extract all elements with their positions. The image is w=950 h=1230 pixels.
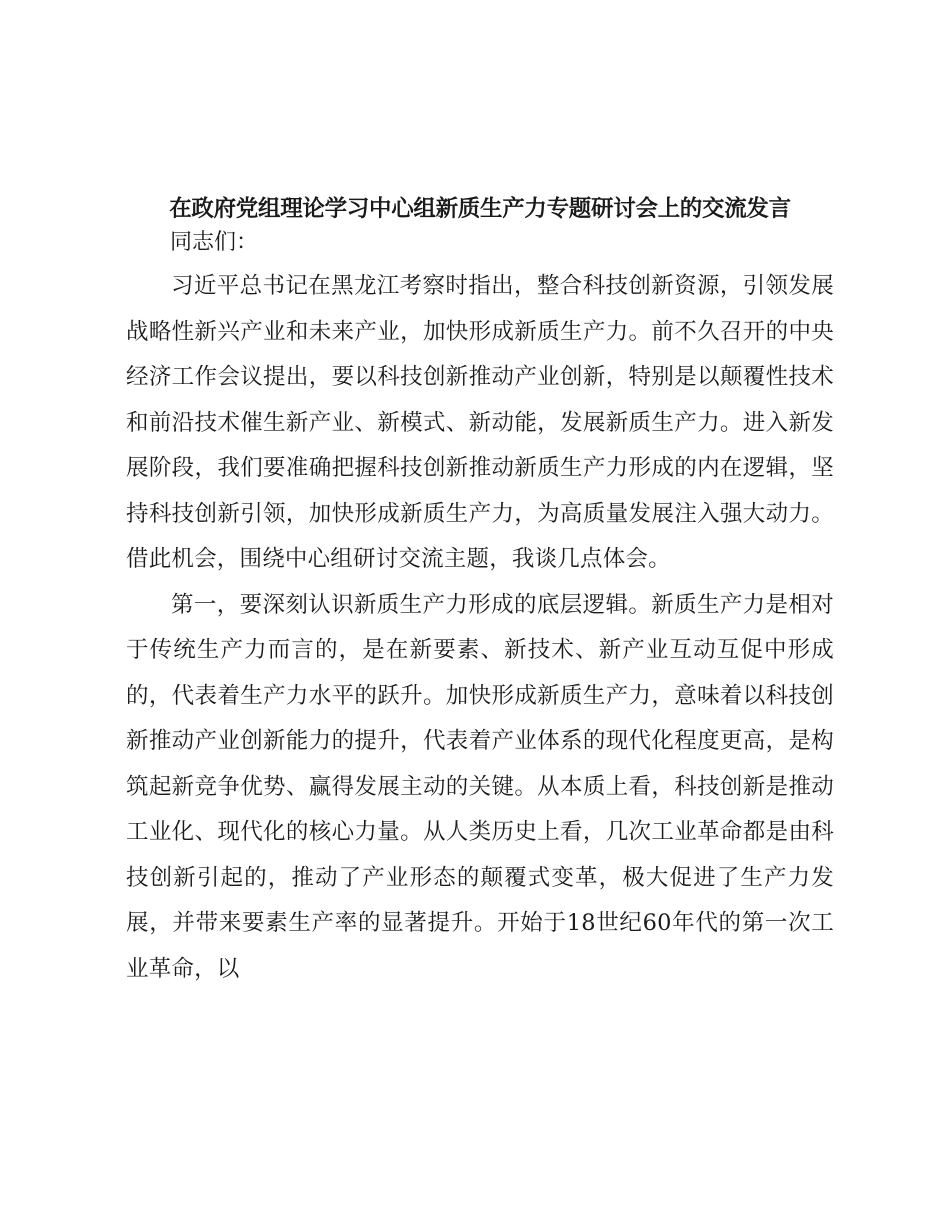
document-title: 在政府党组理论学习中心组新质生产力专题研讨会上的交流发言 [169, 196, 791, 222]
document-body [126, 192, 834, 992]
salutation: 同志们： [170, 230, 259, 255]
paragraph-intro: 习近平总书记在黑龙江考察时指出，整合科技创新资源，引领发展战略性新兴产业和未来产业，加快形成新质生产力。前不久召开的中央经济工作会议提出，要以科技创新推动产业创新，特别是以颠覆性技术和前沿技术催生新产业、新模式、新动能，发展新质生产力。进入新发展阶段，我们要准确把握科技创新推动新质生产力形成的内在逻辑，坚持科技创新引领，加快形成新质生产力，为高质量发展注入强大动力。借此机会，围绕中心组研讨交流主题，我谈几点体会。 [126, 273, 834, 572]
paragraph-first-point: 第一，要深刻认识新质生产力形成的底层逻辑。新质生产力是相对于传统生产力而言的，是在新要素、新技术、新产业互动互促中形成的，代表着生产力水平的跃升。加快形成新质生产力，意味着以科技创新推动产业创新能力的提升，代表着产业体系的现代化程度更高，是构筑起新竞争优势、赢得发展主动的关键。从本质上看，科技创新是推动工业化、现代化的核心力量。从人类历史上看，几次工业革命都是由科技创新引起的，推动了产业形态的颠覆式变革，极大促进了生产力发展，并带来要素生产率的显著提升。开始于18世纪60年代的第一次工业革命，以 [126, 591, 834, 982]
